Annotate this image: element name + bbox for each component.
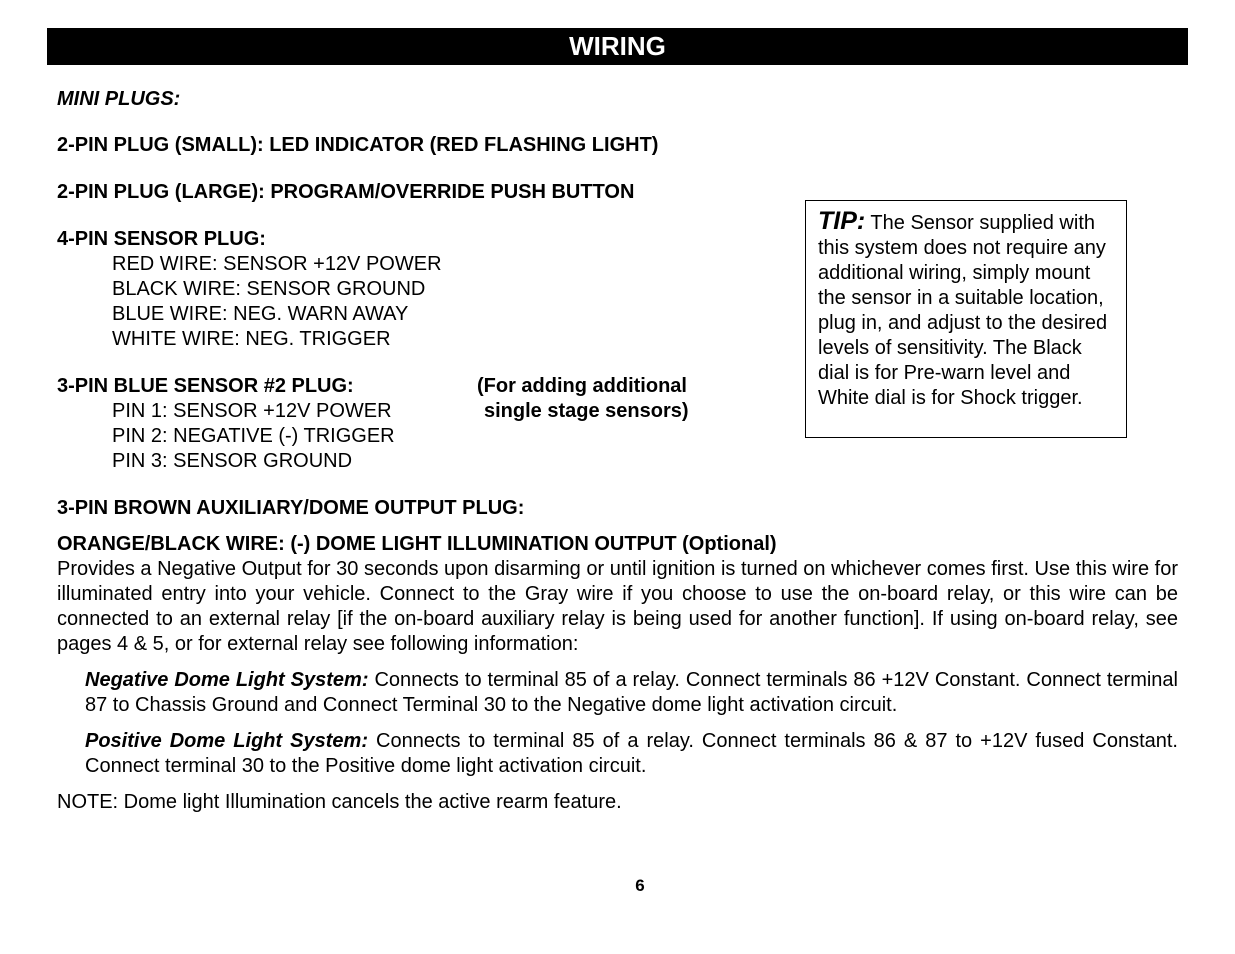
sensor-wire-black: BLACK WIRE: SENSOR GROUND [112, 278, 426, 300]
tip-text: The Sensor supplied with this system does not require any additional wiring, simply mount the sensor in a suitable location, plug in, and adjust to the desired levels of sensitivity. The Black dial is for Pre-warn level and White dial is for Shock trigger. [818, 212, 1108, 409]
plug-2pin-large: 2-PIN PLUG (LARGE): PROGRAM/OVERRIDE PUSH BUTTON [57, 181, 635, 203]
positive-dome-text: Connects to terminal 85 of a relay. Connect terminals 86 & 87 to +12V fused Constant. Connect terminal 30 to the Positive dome light activation circuit. [85, 730, 1178, 777]
negative-dome-paragraph [85, 668, 1178, 718]
page-number: 6 [635, 876, 645, 895]
sensor-4pin-heading: 4-PIN SENSOR PLUG: [57, 228, 266, 250]
sensor-3pin-note-line2: single stage sensors) [484, 400, 689, 422]
tip-label: TIP: [818, 207, 866, 235]
sensor-wire-blue: BLUE WIRE: NEG. WARN AWAY [112, 303, 409, 325]
dome-note: NOTE: Dome light Illumination cancels the active rearm feature. [57, 791, 622, 813]
sensor-pin-1: PIN 1: SENSOR +12V POWER [112, 400, 392, 422]
dome-output-heading: 3-PIN BROWN AUXILIARY/DOME OUTPUT PLUG: [57, 497, 525, 519]
sensor-pin-3: PIN 3: SENSOR GROUND [112, 450, 353, 472]
sensor-pin-2: PIN 2: NEGATIVE (-) TRIGGER [112, 425, 395, 447]
sensor-wire-red: RED WIRE: SENSOR +12V POWER [112, 253, 442, 275]
tip-box [805, 200, 1127, 438]
positive-dome-paragraph [85, 729, 1178, 779]
plug-2pin-small: 2-PIN PLUG (SMALL): LED INDICATOR (RED FLASHING LIGHT) [57, 134, 659, 156]
negative-dome-label: Negative Dome Light System: [85, 669, 369, 691]
page-title: WIRING [569, 31, 666, 61]
dome-output-description: Provides a Negative Output for 30 seconds upon disarming or until ignition is turned on whichever comes first. Use this wire for illuminated entry into your vehicle. Connect to the Gray wire if you choose to use the on-board relay, or this wire can be connected to an external relay [if the on-board auxiliary relay is being used for another function]. If using on-board relay, see pages 4 & 5, or for external relay see following information: [57, 558, 1178, 655]
sensor-3pin-note-line1: (For adding additional [477, 375, 687, 397]
mini-plugs-heading: MINI PLUGS: [57, 88, 181, 110]
sensor-3pin-heading: 3-PIN BLUE SENSOR #2 PLUG: [57, 375, 354, 397]
orange-black-wire-heading: ORANGE/BLACK WIRE: (-) DOME LIGHT ILLUMINATION OUTPUT (Optional) [57, 533, 777, 555]
sensor-wire-white: WHITE WIRE: NEG. TRIGGER [112, 328, 391, 350]
negative-dome-text: Connects to terminal 85 of a relay. Connect terminals 86 +12V Constant. Connect terminal 87 to Chassis Ground and Connect Terminal 30 to the Negative dome light activation circuit. [85, 669, 1178, 716]
page-title-bar [47, 28, 1188, 65]
positive-dome-label: Positive Dome Light System: [85, 730, 368, 752]
